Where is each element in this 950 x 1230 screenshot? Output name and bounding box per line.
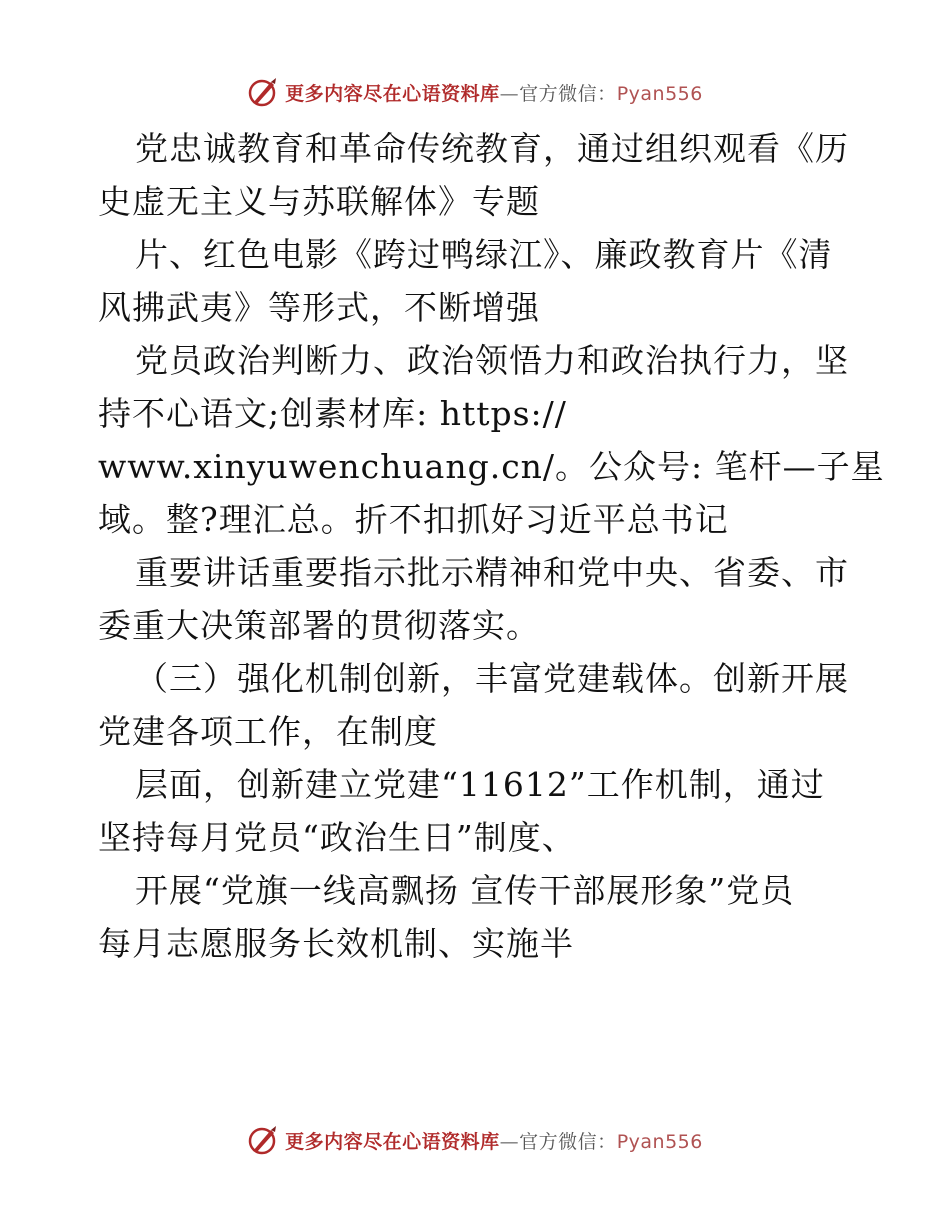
- quill-logo-icon: [247, 1124, 279, 1156]
- text-line: 风拂武夷》等形式，不断增强: [98, 288, 540, 327]
- text-line: 持不心语文;创素材库: https://: [98, 394, 567, 433]
- header-watermark: [0, 72, 950, 112]
- text-line: 党忠诚教育和革命传统教育，通过组织观看《历: [135, 129, 849, 168]
- footer-watermark: [0, 1120, 950, 1160]
- text-line: 开展“党旗一线高飘扬 宣传干部展形象”党员: [135, 871, 795, 910]
- text-line: 党建各项工作，在制度: [98, 712, 438, 751]
- document-body: [98, 122, 885, 970]
- text-line: 史虚无主义与苏联解体》专题: [98, 182, 540, 221]
- watermark-text: 更多内容尽在心语资料库—官方微信：Pyan556: [285, 1130, 703, 1153]
- text-line: 域。整?理汇总。折不扣抓好习近平总书记: [98, 500, 729, 539]
- text-line: 每月志愿服务长效机制、实施半: [98, 924, 574, 963]
- text-line: （三）强化机制创新，丰富党建载体。创新开展: [135, 659, 849, 698]
- watermark-text: 更多内容尽在心语资料库—官方微信：Pyan556: [285, 82, 703, 105]
- text-line: 重要讲话重要指示批示精神和党中央、省委、市: [135, 553, 849, 592]
- quill-logo-icon: [247, 76, 279, 108]
- text-line: 层面，创新建立党建“11612”工作机制，通过: [135, 765, 825, 804]
- text-line: 党员政治判断力、政治领悟力和政治执行力，坚: [135, 341, 849, 380]
- text-line: www.xinyuwenchuang.cn/。公众号: 笔杆—子星: [98, 447, 885, 486]
- text-line: 委重大决策部署的贯彻落实。: [98, 606, 540, 645]
- text-line: 坚持每月党员“政治生日”制度、: [98, 818, 576, 857]
- text-line: 片、红色电影《跨过鸭绿江》、廉政教育片《清: [135, 235, 833, 274]
